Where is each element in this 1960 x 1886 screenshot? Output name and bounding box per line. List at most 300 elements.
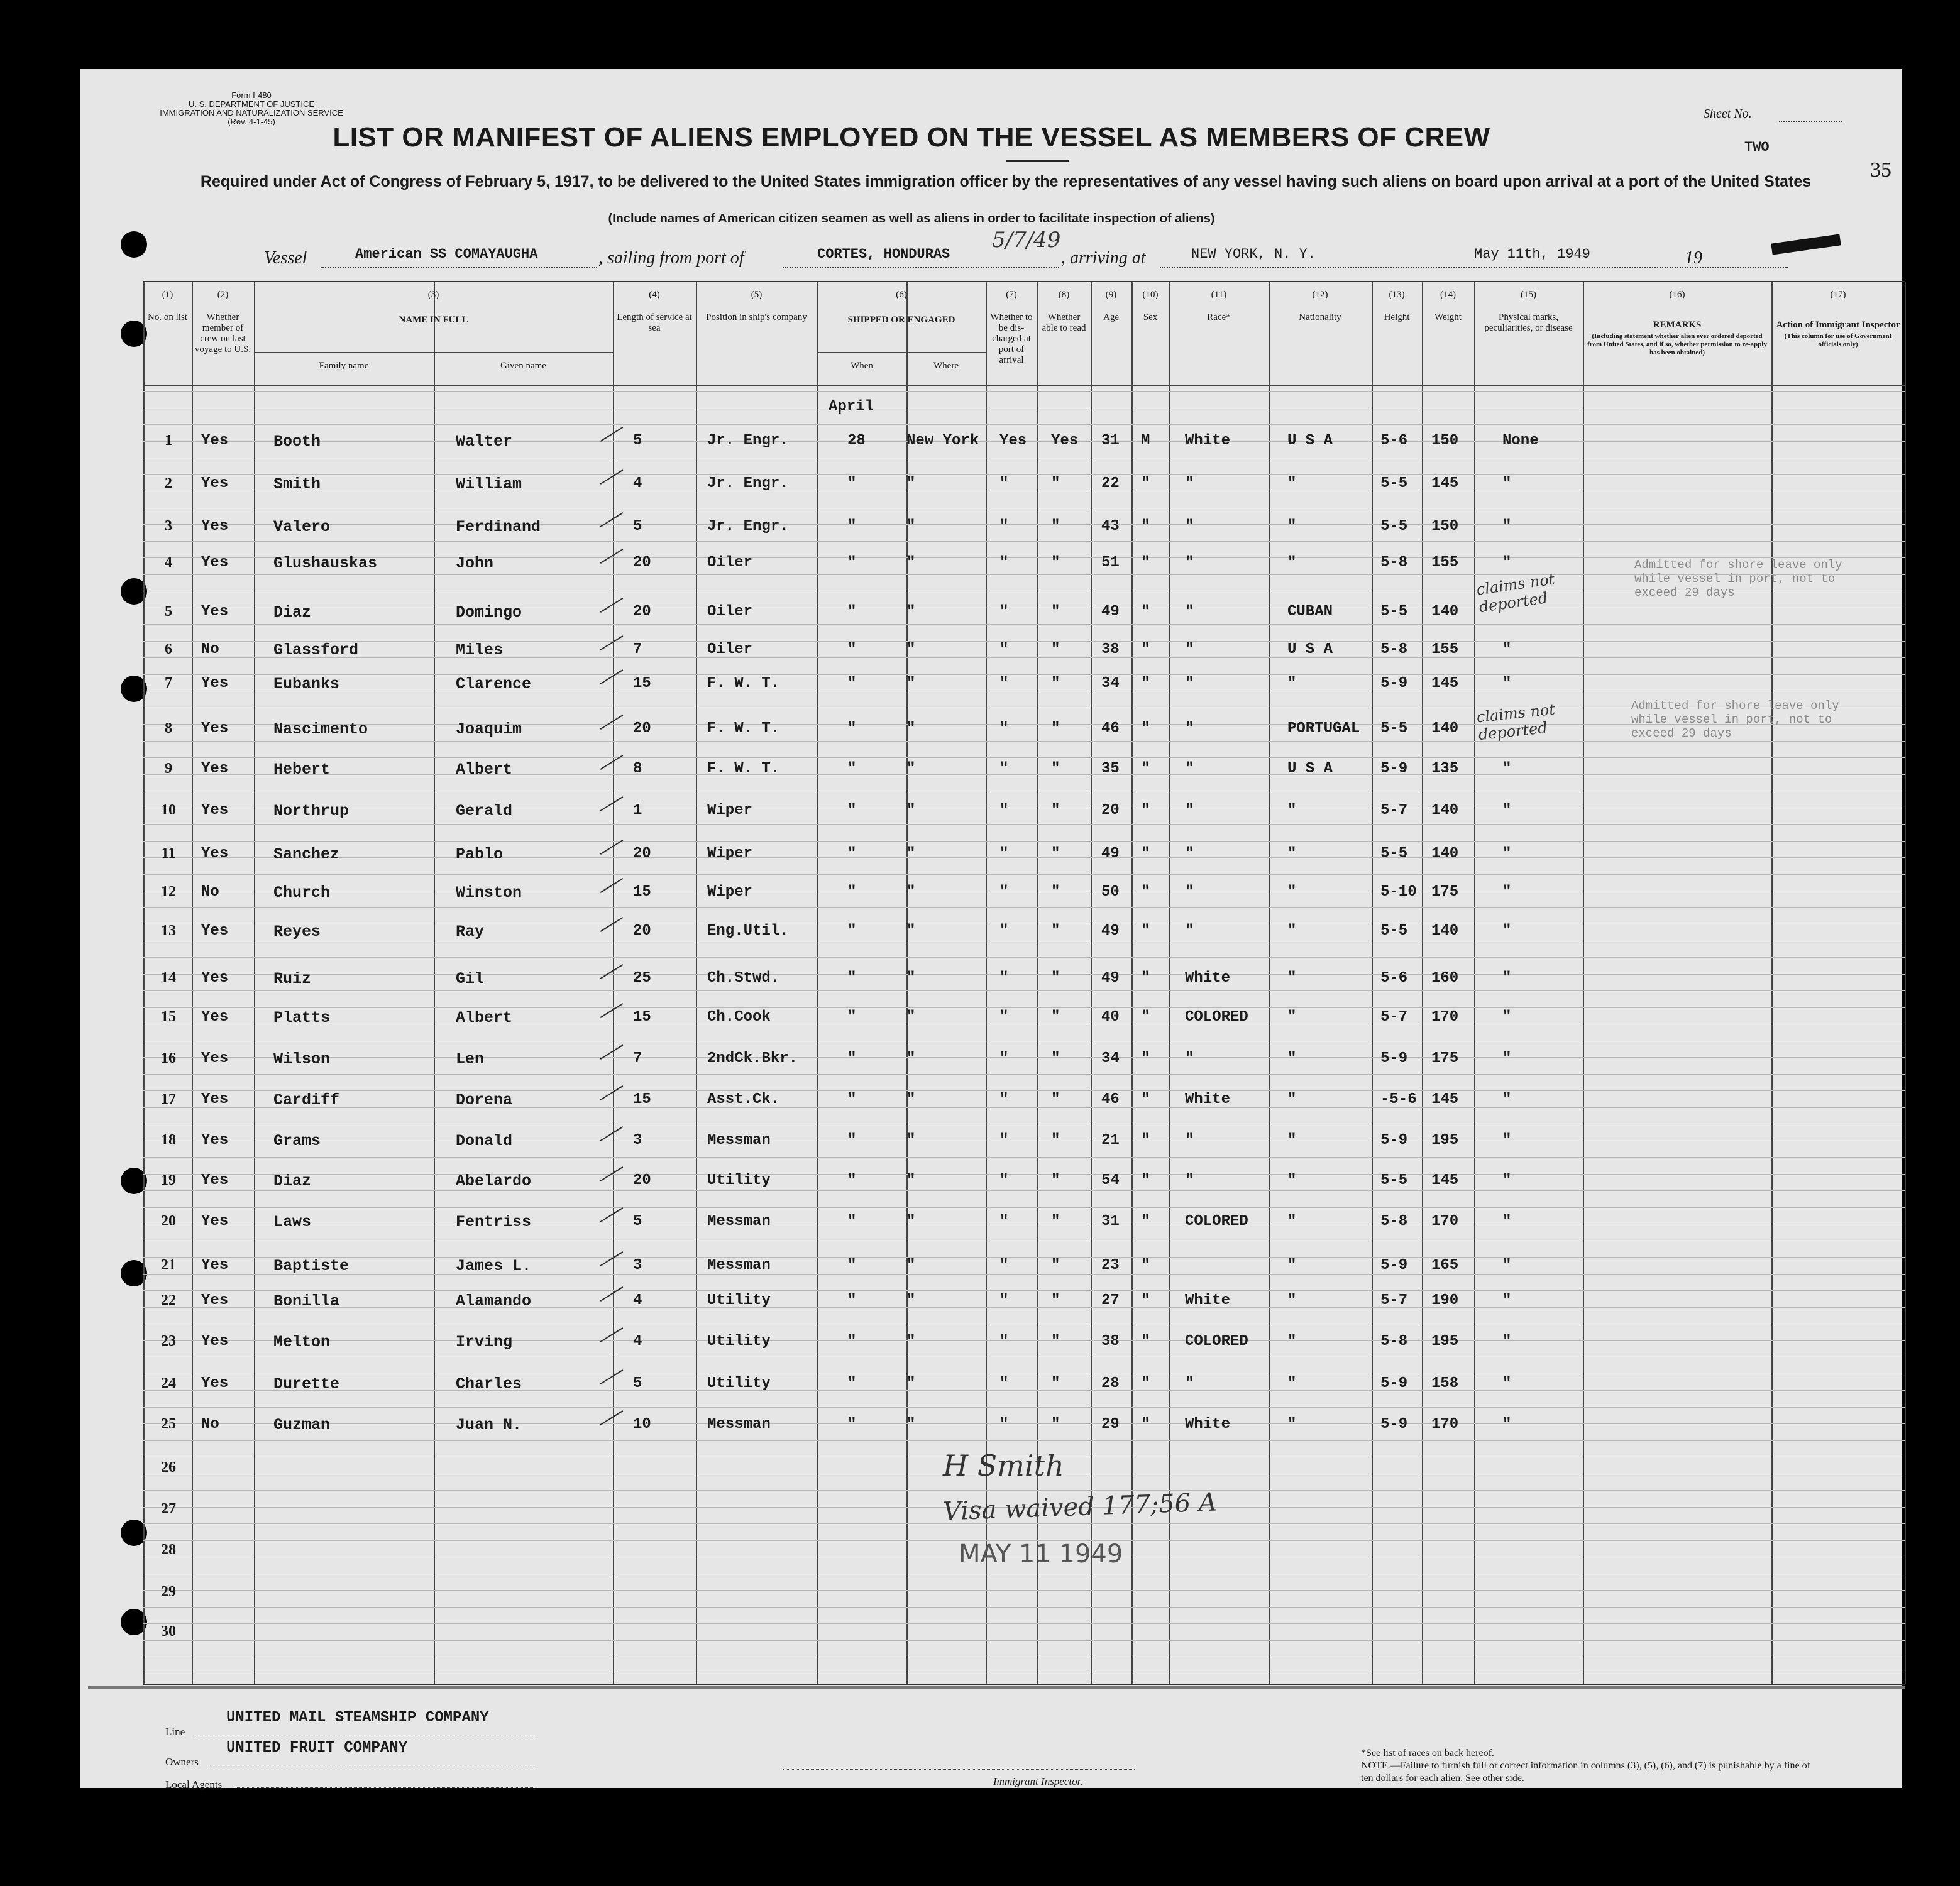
cell-height: 5-9 bbox=[1380, 1257, 1408, 1274]
cell-family: Diaz bbox=[273, 1172, 312, 1190]
cell-service: 4 bbox=[633, 1292, 642, 1309]
cell-family: Baptiste bbox=[273, 1257, 350, 1275]
column-header: Whether able to read bbox=[1042, 312, 1086, 333]
cell-age: 43 bbox=[1101, 518, 1120, 535]
column-number: (2) bbox=[217, 290, 229, 300]
cell-when: " bbox=[847, 760, 857, 777]
cell-weight: 190 bbox=[1431, 1292, 1459, 1309]
cell-age: 29 bbox=[1101, 1416, 1120, 1433]
cell-sex: " bbox=[1141, 554, 1150, 571]
cell-where: " bbox=[906, 675, 916, 692]
ruled-line bbox=[143, 1107, 1905, 1108]
form-revision: (Rev. 4-1-45) bbox=[228, 117, 275, 126]
owners-company: UNITED FRUIT COMPANY bbox=[226, 1740, 408, 1757]
cell-where: " bbox=[906, 970, 916, 987]
cell-disch: " bbox=[999, 1213, 1009, 1230]
cell-sex: " bbox=[1141, 675, 1150, 692]
cell-marks: " bbox=[1502, 1172, 1512, 1189]
check-tick bbox=[600, 469, 624, 485]
cell-race: " bbox=[1185, 1132, 1194, 1149]
cell-age: 49 bbox=[1101, 923, 1120, 940]
row-number: 9 bbox=[165, 760, 172, 777]
cell-race: " bbox=[1185, 760, 1194, 777]
cell-nat: " bbox=[1287, 1172, 1297, 1189]
column-header: Whether member of crew on last voyage to U.S. bbox=[194, 312, 251, 354]
cell-read: " bbox=[1051, 1009, 1060, 1026]
check-tick bbox=[600, 964, 624, 979]
cell-position: Eng.Util. bbox=[707, 923, 789, 940]
cell-sex: " bbox=[1141, 923, 1150, 940]
row-number: 11 bbox=[161, 845, 176, 862]
cell-where: " bbox=[906, 1172, 916, 1189]
cell-disch: " bbox=[999, 675, 1009, 692]
cell-race: White bbox=[1185, 432, 1231, 449]
cell-weight: 158 bbox=[1431, 1375, 1459, 1392]
page-number: 35 bbox=[1870, 158, 1891, 182]
check-tick bbox=[600, 1126, 624, 1141]
cell-height: 5-5 bbox=[1380, 475, 1408, 492]
ruled-line bbox=[143, 641, 1905, 642]
cell-nat: U S A bbox=[1287, 760, 1333, 777]
ruled-line bbox=[143, 1157, 1905, 1158]
cell-height: 5-9 bbox=[1380, 760, 1408, 777]
cell-last: Yes bbox=[201, 1172, 229, 1189]
cell-family: Cardiff bbox=[273, 1091, 340, 1109]
cell-height: 5-5 bbox=[1380, 720, 1408, 737]
cell-position: Oiler bbox=[707, 603, 753, 620]
cell-nat: " bbox=[1287, 1050, 1297, 1067]
cell-nat: " bbox=[1287, 675, 1297, 692]
line-label: Line bbox=[165, 1726, 185, 1738]
cell-height: 5-5 bbox=[1380, 1172, 1408, 1189]
form-department: U. S. DEPARTMENT OF JUSTICE bbox=[188, 99, 315, 109]
check-tick bbox=[600, 635, 624, 650]
cell-given: Irving bbox=[456, 1333, 513, 1351]
cell-family: Grams bbox=[273, 1132, 321, 1150]
cell-service: 5 bbox=[633, 1213, 642, 1230]
check-tick bbox=[600, 1251, 624, 1266]
cell-sex: " bbox=[1141, 1009, 1150, 1026]
column-header: NAME IN FULL bbox=[399, 315, 468, 325]
cell-disch: " bbox=[999, 884, 1009, 901]
cell-when: " bbox=[847, 884, 857, 901]
cell-nat: " bbox=[1287, 1416, 1297, 1433]
shipped-month: April bbox=[829, 398, 874, 415]
cell-race: " bbox=[1185, 518, 1194, 535]
ruled-line bbox=[143, 624, 1905, 625]
sheet-no-value: TWO bbox=[1744, 140, 1770, 155]
check-tick bbox=[600, 669, 624, 684]
cell-nat: " bbox=[1287, 1091, 1297, 1108]
cell-where: " bbox=[906, 720, 916, 737]
ruled-line bbox=[143, 1590, 1905, 1591]
column-header: Length of service at sea bbox=[617, 312, 692, 333]
ruled-line bbox=[143, 1440, 1905, 1441]
cell-when: " bbox=[847, 720, 857, 737]
cell-last: Yes bbox=[201, 1213, 229, 1230]
inspector-rule bbox=[783, 1769, 1135, 1770]
cell-when: " bbox=[847, 923, 857, 940]
cell-height: 5-7 bbox=[1380, 1009, 1408, 1026]
cell-given: Domingo bbox=[456, 603, 522, 622]
cell-disch: " bbox=[999, 720, 1009, 737]
cell-height: 5-8 bbox=[1380, 1213, 1408, 1230]
cell-service: 5 bbox=[633, 518, 642, 535]
cell-weight: 145 bbox=[1431, 1172, 1459, 1189]
cell-given: Abelardo bbox=[456, 1172, 532, 1190]
penalty-note: NOTE.—Failure to furnish full or correct information in columns (3), (5), (6), and (7) is punishable by a fine of ten dollars for each alien. See other side. bbox=[1361, 1760, 1810, 1784]
cell-marks: " bbox=[1502, 518, 1512, 535]
cell-weight: 140 bbox=[1431, 923, 1459, 940]
cell-when: " bbox=[847, 1416, 857, 1433]
cell-last: Yes bbox=[201, 1009, 229, 1026]
cell-read: " bbox=[1051, 923, 1060, 940]
cell-age: 23 bbox=[1101, 1257, 1120, 1274]
cell-marks: " bbox=[1502, 1050, 1512, 1067]
cell-weight: 155 bbox=[1431, 641, 1459, 658]
cell-sex: " bbox=[1141, 1172, 1150, 1189]
cell-weight: 170 bbox=[1431, 1416, 1459, 1433]
cell-nat: " bbox=[1287, 970, 1297, 987]
cell-disch: " bbox=[999, 1009, 1009, 1026]
row-number: 13 bbox=[161, 923, 176, 939]
cell-race: " bbox=[1185, 475, 1194, 492]
cell-service: 15 bbox=[633, 675, 651, 692]
ruled-line bbox=[143, 1523, 1905, 1524]
check-tick bbox=[600, 715, 624, 730]
cell-read: Yes bbox=[1051, 432, 1079, 449]
cell-race: " bbox=[1185, 675, 1194, 692]
cell-position: Asst.Ck. bbox=[707, 1091, 780, 1108]
cell-age: 51 bbox=[1101, 554, 1120, 571]
ruled-line bbox=[143, 1274, 1905, 1275]
cell-family: Sanchez bbox=[273, 845, 340, 864]
cell-where: " bbox=[906, 518, 916, 535]
cell-height: 5-9 bbox=[1380, 1416, 1408, 1433]
cell-disch: " bbox=[999, 554, 1009, 571]
sailing-label: , sailing from port of bbox=[598, 248, 744, 268]
cell-given: Fentriss bbox=[456, 1213, 532, 1231]
ruled-line bbox=[143, 1407, 1905, 1408]
row-number: 27 bbox=[161, 1501, 176, 1517]
row-number: 18 bbox=[161, 1132, 176, 1148]
cell-family: Diaz bbox=[273, 603, 312, 622]
sheet-no-label: Sheet No. bbox=[1704, 107, 1752, 121]
cell-race: " bbox=[1185, 1375, 1194, 1392]
cell-given: Miles bbox=[456, 641, 504, 659]
row-number: 14 bbox=[161, 970, 176, 986]
cell-disch: " bbox=[999, 1257, 1009, 1274]
cell-last: No bbox=[201, 1416, 219, 1433]
column-header-detail: (Including statement whether alien ever ordered deported from United States, and if so, whether permission to re-apply has been obtained) bbox=[1587, 332, 1767, 356]
column-header: REMARKS bbox=[1653, 320, 1702, 330]
cell-last: Yes bbox=[201, 603, 229, 620]
cell-service: 3 bbox=[633, 1257, 642, 1274]
ruled-line bbox=[143, 874, 1905, 875]
subcolumn-rule bbox=[434, 352, 435, 1684]
cell-given: Walter bbox=[456, 432, 513, 451]
cell-marks: " bbox=[1502, 554, 1512, 571]
cell-marks: " bbox=[1502, 802, 1512, 819]
cell-when: " bbox=[847, 1050, 857, 1067]
cell-race: " bbox=[1185, 1172, 1194, 1189]
cell-last: Yes bbox=[201, 1050, 229, 1067]
cell-last: Yes bbox=[201, 675, 229, 692]
row-number: 10 bbox=[161, 802, 176, 818]
ruled-line bbox=[143, 1174, 1905, 1175]
subtitle-note: (Include names of American citizen seamen as well as aliens in order to facilitate inspection of aliens) bbox=[608, 212, 1215, 226]
cell-family: Laws bbox=[273, 1213, 312, 1231]
cell-service: 1 bbox=[633, 802, 642, 819]
row-number: 22 bbox=[161, 1292, 176, 1308]
header-rule bbox=[143, 385, 1905, 386]
cell-weight: 150 bbox=[1431, 518, 1459, 535]
ruled-line bbox=[143, 657, 1905, 658]
row-number: 24 bbox=[161, 1375, 176, 1391]
column-header: Age bbox=[1103, 312, 1119, 322]
cell-age: 49 bbox=[1101, 845, 1120, 862]
column-number: (1) bbox=[162, 290, 173, 300]
cell-marks: " bbox=[1502, 1009, 1512, 1026]
cell-service: 15 bbox=[633, 1091, 651, 1108]
cell-nat: " bbox=[1287, 1333, 1297, 1350]
vessel-label: Vessel bbox=[264, 248, 307, 268]
cell-marks: " bbox=[1502, 1091, 1512, 1108]
row-number: 4 bbox=[165, 554, 172, 571]
cell-disch: " bbox=[999, 475, 1009, 492]
cell-height: 5-9 bbox=[1380, 675, 1408, 692]
column-header-detail: (This column for use of Government officials only) bbox=[1784, 332, 1892, 348]
arrival-port: NEW YORK, N. Y. bbox=[1191, 246, 1316, 262]
cell-height: 5-5 bbox=[1380, 603, 1408, 620]
ruled-line bbox=[143, 841, 1905, 842]
cell-where: " bbox=[906, 1132, 916, 1149]
cell-age: 20 bbox=[1101, 802, 1120, 819]
cell-position: F. W. T. bbox=[707, 760, 780, 777]
cell-family: Glassford bbox=[273, 641, 359, 659]
cell-when: " bbox=[847, 554, 857, 571]
cell-weight: 140 bbox=[1431, 802, 1459, 819]
column-rule bbox=[1905, 282, 1906, 1684]
check-tick bbox=[600, 840, 624, 855]
cell-family: Booth bbox=[273, 432, 321, 451]
cell-race: " bbox=[1185, 603, 1194, 620]
check-tick bbox=[600, 1085, 624, 1100]
cell-service: 15 bbox=[633, 1009, 651, 1026]
cell-when: " bbox=[847, 1333, 857, 1350]
date-stamp: MAY 11 1949 bbox=[959, 1540, 1123, 1569]
cell-nat: " bbox=[1287, 554, 1297, 571]
cell-given: John bbox=[456, 554, 494, 573]
ruled-line bbox=[143, 1007, 1905, 1008]
cell-nat: " bbox=[1287, 1292, 1297, 1309]
cell-nat: " bbox=[1287, 1213, 1297, 1230]
cell-given: Alamando bbox=[456, 1292, 532, 1310]
cell-given: Winston bbox=[456, 884, 522, 902]
column-number: (15) bbox=[1521, 290, 1536, 300]
punch-hole bbox=[121, 231, 147, 258]
cell-family: Smith bbox=[273, 475, 321, 493]
cell-read: " bbox=[1051, 845, 1060, 862]
cell-given: Ray bbox=[456, 923, 485, 941]
row-number: 3 bbox=[165, 518, 172, 534]
port-handwritten-date: 5/7/49 bbox=[992, 228, 1061, 253]
cell-read: " bbox=[1051, 1292, 1060, 1309]
year-label: 19 bbox=[1685, 248, 1702, 268]
cell-when: " bbox=[847, 641, 857, 658]
cell-family: Valero bbox=[273, 518, 331, 536]
ruled-line bbox=[143, 1423, 1905, 1424]
check-tick bbox=[600, 1003, 624, 1018]
cell-when: " bbox=[847, 1009, 857, 1026]
cell-disch: " bbox=[999, 1091, 1009, 1108]
cell-where: " bbox=[906, 603, 916, 620]
cell-last: Yes bbox=[201, 760, 229, 777]
cell-race: " bbox=[1185, 720, 1194, 737]
cell-position: Oiler bbox=[707, 641, 753, 658]
cell-read: " bbox=[1051, 1213, 1060, 1230]
cell-marks: " bbox=[1502, 1213, 1512, 1230]
cell-age: 49 bbox=[1101, 603, 1120, 620]
cell-weight: 195 bbox=[1431, 1333, 1459, 1350]
cell-position: Wiper bbox=[707, 802, 753, 819]
cell-sex: " bbox=[1141, 1292, 1150, 1309]
cell-position: F. W. T. bbox=[707, 675, 780, 692]
cell-when: " bbox=[847, 603, 857, 620]
ruled-line bbox=[143, 1623, 1905, 1624]
cell-nat: " bbox=[1287, 845, 1297, 862]
cell-where: " bbox=[906, 923, 916, 940]
vessel-name: American SS COMAYAUGHA bbox=[355, 246, 538, 262]
cell-height: 5-5 bbox=[1380, 845, 1408, 862]
cell-given: Donald bbox=[456, 1132, 513, 1150]
check-tick bbox=[600, 427, 624, 442]
cell-sex: " bbox=[1141, 760, 1150, 777]
cell-race: " bbox=[1185, 845, 1194, 862]
cell-sex: " bbox=[1141, 720, 1150, 737]
ruled-line bbox=[143, 1257, 1905, 1258]
cell-race: " bbox=[1185, 884, 1194, 901]
cell-where: " bbox=[906, 884, 916, 901]
cell-given: Gil bbox=[456, 970, 485, 988]
column-number: (7) bbox=[1006, 290, 1017, 300]
row-number: 7 bbox=[165, 675, 172, 691]
cell-where: " bbox=[906, 760, 916, 777]
cell-given: Joaquim bbox=[456, 720, 522, 738]
cell-sex: " bbox=[1141, 475, 1150, 492]
cell-age: 46 bbox=[1101, 720, 1120, 737]
cell-nat: " bbox=[1287, 1257, 1297, 1274]
cell-race: " bbox=[1185, 802, 1194, 819]
handwritten-claim: claims not deported bbox=[1475, 570, 1556, 617]
cell-given: Dorena bbox=[456, 1091, 513, 1109]
cell-read: " bbox=[1051, 603, 1060, 620]
row-number: 6 bbox=[165, 641, 172, 657]
cell-read: " bbox=[1051, 1050, 1060, 1067]
cell-marks: " bbox=[1502, 1333, 1512, 1350]
cell-nat: PORTUGAL bbox=[1287, 720, 1360, 737]
cell-position: Utility bbox=[707, 1292, 771, 1309]
cell-disch: " bbox=[999, 603, 1009, 620]
cell-where: " bbox=[906, 1375, 916, 1392]
cell-read: " bbox=[1051, 970, 1060, 987]
cell-where: " bbox=[906, 1416, 916, 1433]
inspector-label: Immigrant Inspector. bbox=[993, 1775, 1083, 1787]
check-tick bbox=[600, 917, 624, 932]
cell-nat: " bbox=[1287, 802, 1297, 819]
cell-family: Nascimento bbox=[273, 720, 368, 738]
cell-height: 5-8 bbox=[1380, 554, 1408, 571]
cell-age: 27 bbox=[1101, 1292, 1120, 1309]
cell-last: Yes bbox=[201, 802, 229, 819]
row-number: 19 bbox=[161, 1172, 176, 1188]
cell-service: 3 bbox=[633, 1132, 642, 1149]
cell-nat: CUBAN bbox=[1287, 603, 1333, 620]
cell-sex: " bbox=[1141, 884, 1150, 901]
cell-nat: U S A bbox=[1287, 432, 1333, 449]
cell-marks: " bbox=[1502, 1257, 1512, 1274]
cell-where: " bbox=[906, 845, 916, 862]
cell-height: 5-9 bbox=[1380, 1375, 1408, 1392]
row-number: 21 bbox=[161, 1257, 176, 1273]
cell-when: " bbox=[847, 1091, 857, 1108]
handwritten-claim: claims not deported bbox=[1475, 700, 1556, 744]
cell-marks: " bbox=[1502, 641, 1512, 658]
cell-last: Yes bbox=[201, 1257, 229, 1274]
cell-where: " bbox=[906, 1333, 916, 1350]
cell-height: 5-9 bbox=[1380, 1132, 1408, 1149]
cell-service: 8 bbox=[633, 760, 642, 777]
cell-height: -5-6 bbox=[1380, 1091, 1417, 1108]
cell-age: 50 bbox=[1101, 884, 1120, 901]
cell-height: 5-10 bbox=[1380, 884, 1417, 901]
cell-read: " bbox=[1051, 884, 1060, 901]
cell-position: Wiper bbox=[707, 884, 753, 901]
cell-marks: " bbox=[1502, 970, 1512, 987]
row-number: 16 bbox=[161, 1050, 176, 1066]
cell-sex: " bbox=[1141, 970, 1150, 987]
cell-read: " bbox=[1051, 518, 1060, 535]
cell-position: Utility bbox=[707, 1375, 771, 1392]
cell-nat: " bbox=[1287, 1009, 1297, 1026]
cell-weight: 175 bbox=[1431, 884, 1459, 901]
cell-position: Ch.Cook bbox=[707, 1009, 771, 1026]
cell-when: " bbox=[847, 1213, 857, 1230]
cell-marks: " bbox=[1502, 845, 1512, 862]
cell-height: 5-7 bbox=[1380, 802, 1408, 819]
cell-last: Yes bbox=[201, 475, 229, 492]
cell-height: 5-7 bbox=[1380, 1292, 1408, 1309]
cell-age: 22 bbox=[1101, 475, 1120, 492]
cell-weight: 175 bbox=[1431, 1050, 1459, 1067]
cell-age: 38 bbox=[1101, 1333, 1120, 1350]
cell-disch: " bbox=[999, 518, 1009, 535]
visa-waiver-note: Visa waived 177;56 A bbox=[942, 1488, 1218, 1527]
cell-marks: " bbox=[1502, 675, 1512, 692]
check-tick bbox=[600, 549, 624, 564]
cell-height: 5-5 bbox=[1380, 518, 1408, 535]
column-number: (13) bbox=[1389, 290, 1405, 300]
row-number: 1 bbox=[165, 432, 172, 449]
column-header: Sex bbox=[1143, 312, 1158, 322]
cell-weight: 170 bbox=[1431, 1213, 1459, 1230]
row-number: 30 bbox=[161, 1623, 176, 1640]
cell-given: Albert bbox=[456, 1009, 513, 1027]
cell-service: 7 bbox=[633, 641, 642, 658]
cell-service: 5 bbox=[633, 1375, 642, 1392]
cell-age: 40 bbox=[1101, 1009, 1120, 1026]
cell-service: 4 bbox=[633, 475, 642, 492]
